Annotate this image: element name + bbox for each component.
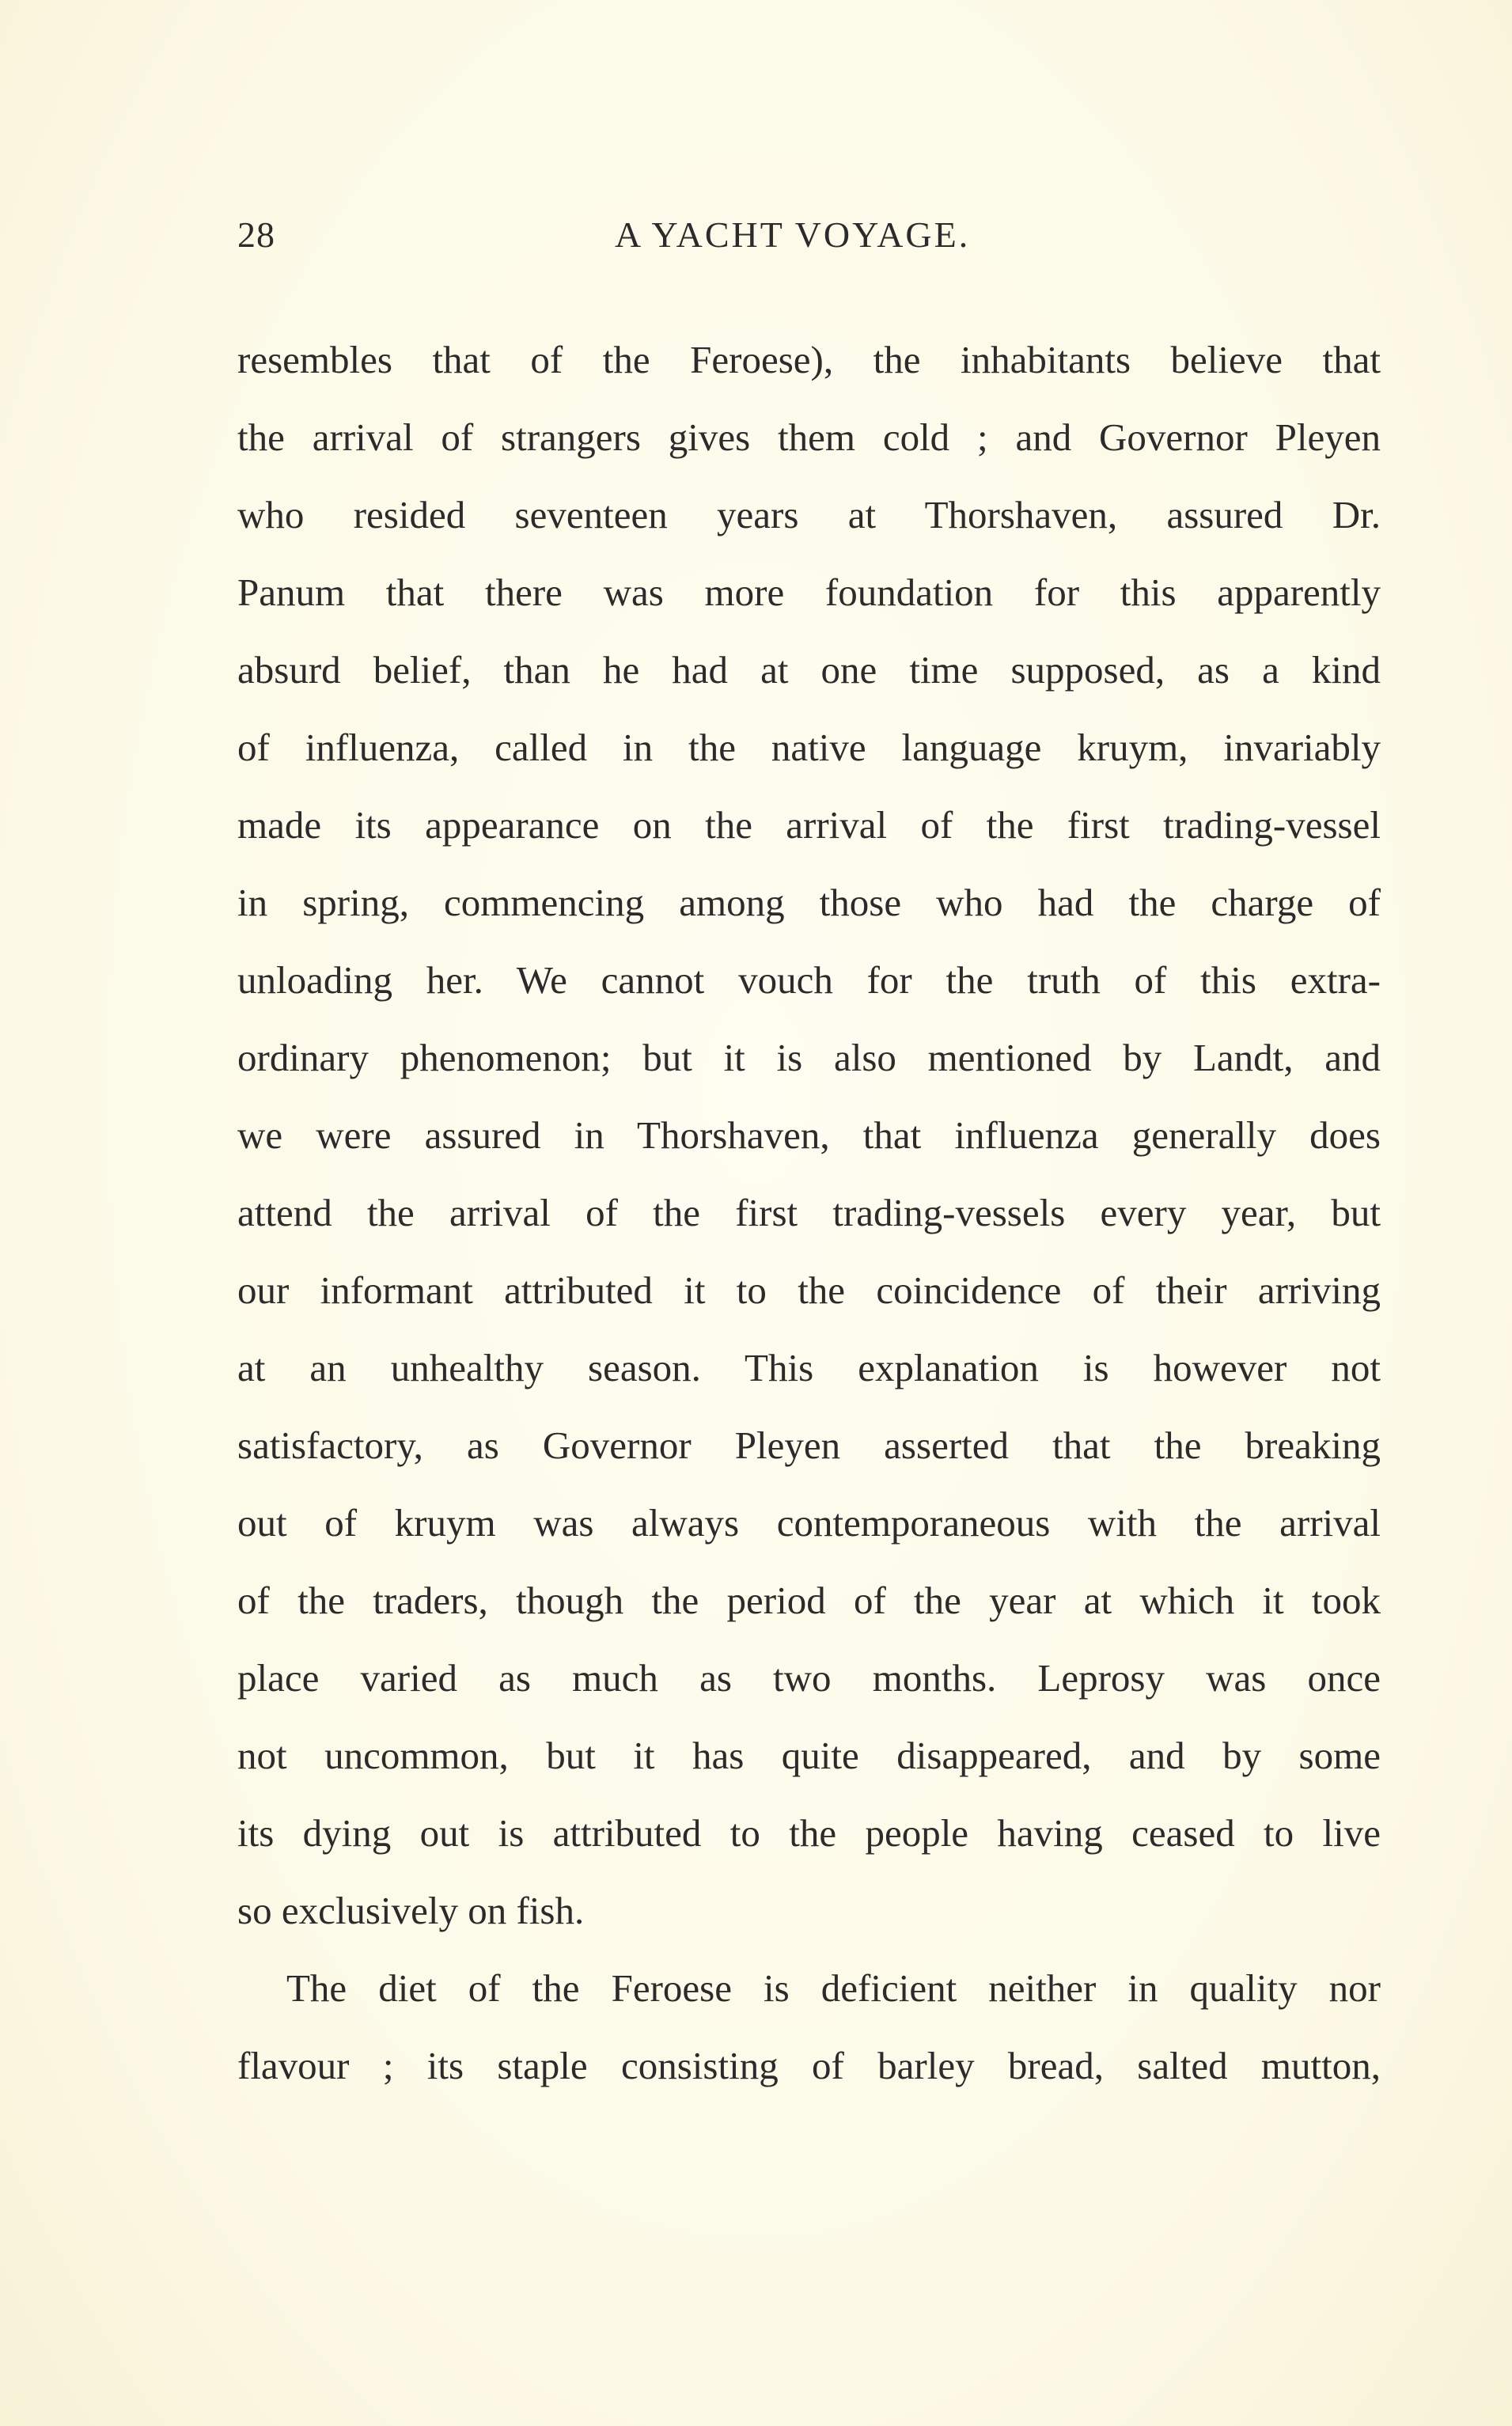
text-line: our informant attributed it to the coincidence of their arriving xyxy=(237,1268,1381,1312)
text-line: absurd belief, than he had at one time supposed, as a kind xyxy=(237,648,1381,692)
running-head xyxy=(237,214,1385,269)
text-line: Panum that there was more foundation for this apparently xyxy=(237,570,1381,614)
text-line: The diet of the Feroese is deficient neither in quality nor xyxy=(286,1966,1381,2010)
text-line: not uncommon, but it has quite disappeared, and by some xyxy=(237,1734,1381,1777)
text-line: at an unhealthy season. This explanation is however not xyxy=(237,1346,1381,1389)
text-line: its dying out is attributed to the people having ceased to live xyxy=(237,1811,1381,1855)
page-number: 28 xyxy=(237,214,275,255)
text-line: of influenza, called in the native language kruym, invariably xyxy=(237,726,1381,769)
text-line: flavour ; its staple consisting of barley bread, salted mutton, xyxy=(237,2044,1381,2087)
text-line: place varied as much as two months. Leprosy was once xyxy=(237,1656,1381,1700)
text-line: resembles that of the Feroese), the inhabitants believe that xyxy=(237,338,1381,381)
text-line: out of kruym was always contemporaneous with the arrival xyxy=(237,1501,1381,1545)
text-line: so exclusively on fish. xyxy=(237,1889,585,1932)
body-text xyxy=(237,332,1381,2116)
text-line: ordinary phenomenon; but it is also mentioned by Landt, and xyxy=(237,1036,1381,1079)
text-line: in spring, commencing among those who had the charge of xyxy=(237,881,1381,924)
text-line: satisfactory, as Governor Pleyen asserted that the breaking xyxy=(237,1423,1381,1467)
running-title: A YACHT VOYAGE. xyxy=(615,214,971,255)
text-line: unloading her. We cannot vouch for the truth of this extra- xyxy=(237,958,1381,1002)
text-line: attend the arrival of the first trading-vessels every year, but xyxy=(237,1191,1381,1234)
text-line: made its appearance on the arrival of the first trading-vessel xyxy=(237,803,1381,847)
text-line: of the traders, though the period of the year at which it took xyxy=(237,1579,1381,1622)
text-line: who resided seventeen years at Thorshaven, assured Dr. xyxy=(237,493,1381,536)
text-line: we were assured in Thorshaven, that influenza generally does xyxy=(237,1113,1381,1157)
text-line: the arrival of strangers gives them cold ; and Governor Pleyen xyxy=(237,415,1381,459)
